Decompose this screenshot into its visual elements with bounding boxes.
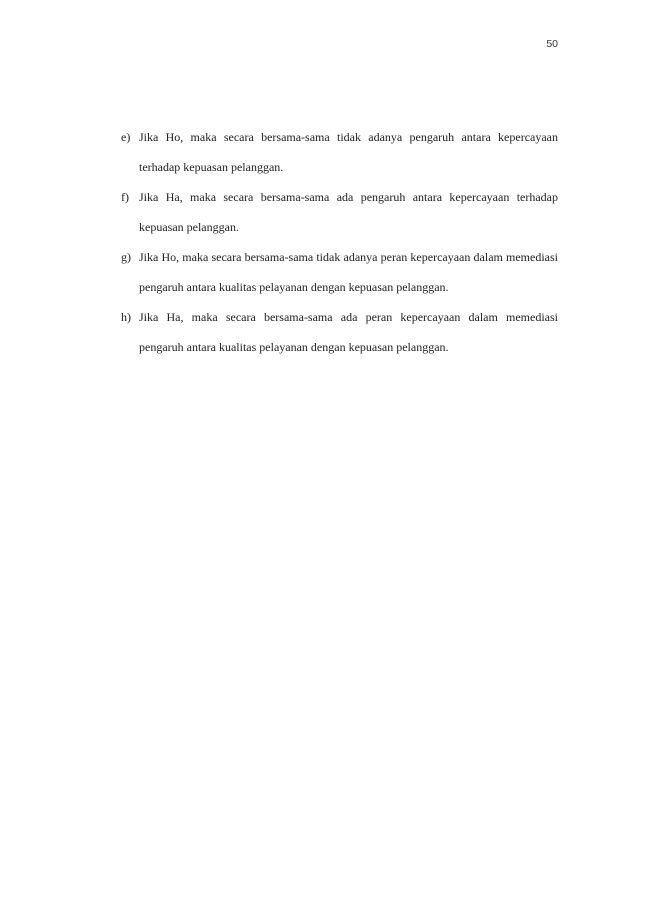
list-item-f (121, 182, 558, 242)
list-marker: h) (121, 310, 131, 324)
hypothesis-list (121, 122, 558, 362)
list-marker: f) (121, 190, 129, 204)
list-item-text: Jika Ha, maka secara bersama-sama ada peran kepercayaan dalam memediasi pengaruh antara kualitas pelayanan dengan kepuasan pelanggan. (139, 310, 558, 354)
list-marker: g) (121, 250, 131, 264)
list-item-g (121, 242, 558, 302)
list-item-h (121, 302, 558, 362)
list-marker: e) (121, 130, 131, 144)
page-number: 50 (546, 38, 558, 50)
list-item-text: Jika Ho, maka secara bersama-sama tidak adanya pengaruh antara kepercayaan terhadap kepuasan pelanggan. (139, 130, 558, 174)
list-item-text: Jika Ho, maka secara bersama-sama tidak adanya peran kepercayaan dalam memediasi pengaruh antara kualitas pelayanan dengan kepuasan pelanggan. (139, 250, 558, 294)
list-item-text: Jika Ha, maka secara bersama-sama ada pengaruh antara kepercayaan terhadap kepuasan pelanggan. (139, 190, 558, 234)
list-item-e (121, 122, 558, 182)
